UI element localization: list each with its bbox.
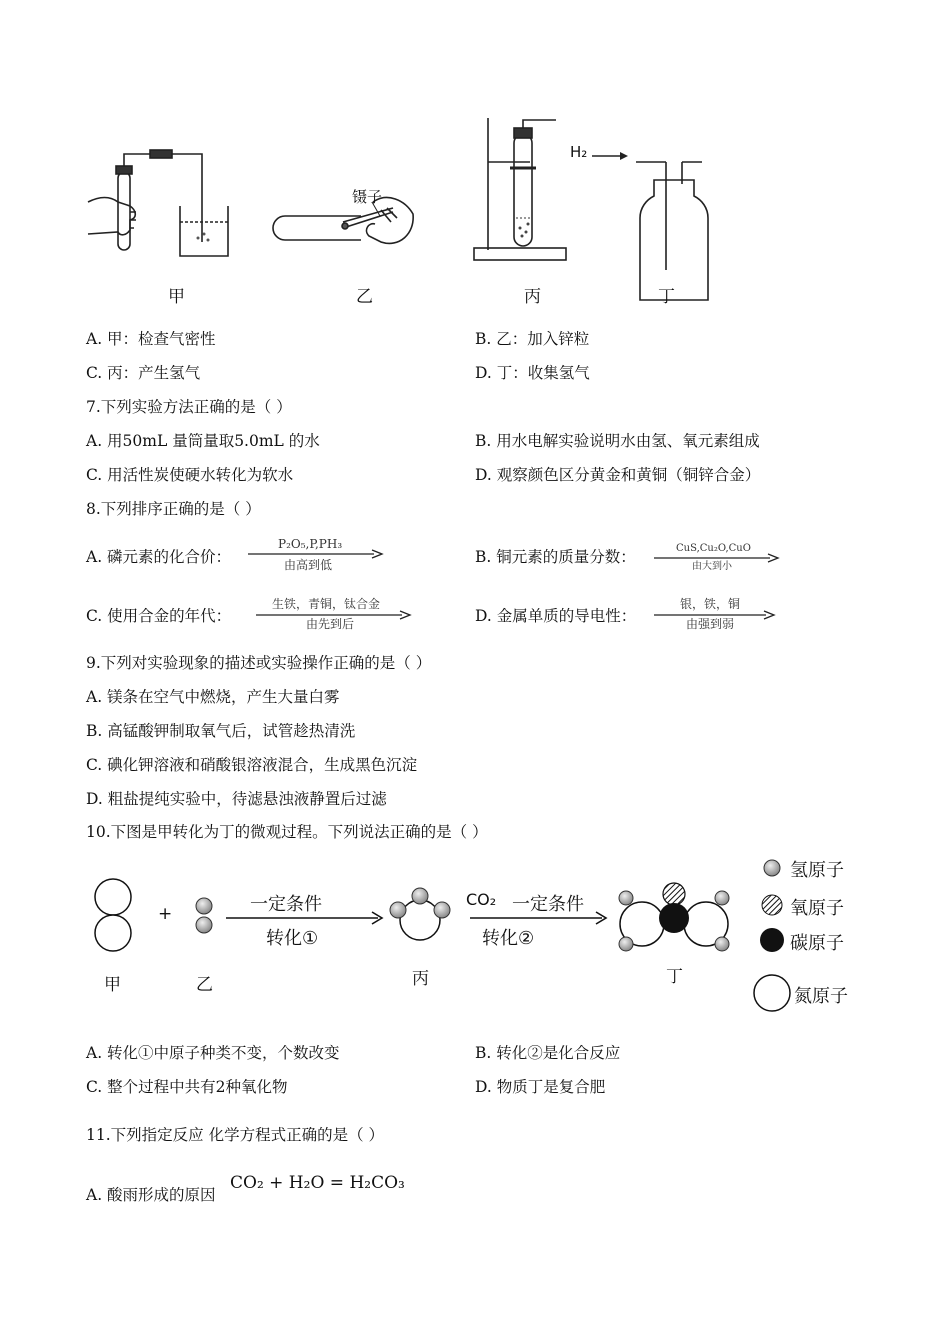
molecule-yi: [196, 898, 212, 933]
step2-condition: 一定条件: [512, 894, 584, 915]
fig-label-jia: 甲: [168, 287, 185, 307]
q8-option-b-below: 由大到小: [692, 561, 732, 572]
q9-option-d: D. 粗盐提纯实验中，待滤悬浊液静置后过滤: [86, 790, 387, 808]
q10-option-b: B. 转化②是化合反应: [475, 1044, 621, 1062]
q10-diagram: [86, 850, 866, 1020]
q6-option-b: B. 乙：加入锌粒: [475, 330, 590, 348]
molecule-jia: [95, 879, 131, 951]
q8-option-c-above: 生铁，青铜，钛合金: [272, 597, 381, 611]
q8-option-d-below: 由强到弱: [686, 617, 735, 631]
q8-option-b-above: CuS,Cu₂O,CuO: [676, 543, 751, 554]
q7-option-c: C. 用活性炭使硬水转化为软水: [86, 466, 294, 484]
legend-nitrogen: 氮原子: [794, 986, 848, 1007]
gas-collecting-bottle-drawing: [632, 150, 722, 300]
q9-stem: 9.下列对实验现象的描述或实验操作正确的是（ ）: [86, 654, 432, 672]
airtightness-apparatus-drawing: [80, 110, 240, 270]
h2-label: H₂: [570, 143, 588, 161]
q8-option-a-above: P₂O₅,P,PH₃: [278, 537, 343, 551]
q11-option-a-prefix: A. 酸雨形成的原因: [86, 1186, 216, 1204]
q10-option-c: C. 整个过程中共有2种氧化物: [86, 1078, 288, 1096]
diagram-label-ding: 丁: [666, 967, 683, 987]
q9-option-c: C. 碘化钾溶液和硝酸银溶液混合，生成黑色沉淀: [86, 756, 418, 774]
plus-sign: +: [158, 904, 173, 924]
tweezers-pointer: [370, 202, 390, 222]
q6-option-a: A. 甲：检查气密性: [86, 330, 216, 348]
fig-label-ding: 丁: [658, 287, 675, 307]
diagram-label-jia: 甲: [104, 975, 121, 995]
q8-option-a-prefix: A. 磷元素的化合价：: [86, 548, 232, 566]
q9-option-b: B. 高锰酸钾制取氧气后，试管趁热清洗: [86, 722, 356, 740]
q7-stem: 7.下列实验方法正确的是（ ）: [86, 398, 292, 416]
molecule-ding: [619, 883, 729, 951]
q7-option-a: A. 用50mL 量筒量取5.0mL 的水: [86, 432, 320, 450]
q9-option-a: A. 镁条在空气中燃烧，产生大量白雾: [86, 688, 340, 706]
legend-hydrogen: 氢原子: [790, 860, 844, 881]
q10-option-a: A. 转化①中原子种类不变，个数改变: [86, 1044, 340, 1062]
q11-option-a-equation: CO₂ + H₂O = H₂CO₃: [230, 1173, 405, 1193]
diagram-label-yi: 乙: [196, 975, 213, 995]
q8-option-b-prefix: B. 铜元素的质量分数：: [475, 548, 636, 566]
fig-label-bing: 丙: [524, 287, 541, 307]
q10-option-d: D. 物质丁是复合肥: [475, 1078, 606, 1096]
q7-option-d: D. 观察颜色区分黄金和黄铜（铜锌合金）: [475, 466, 761, 484]
step1-label: 转化①: [266, 928, 319, 949]
q8-option-d-prefix: D. 金属单质的导电性：: [475, 607, 637, 625]
h2-arrow: [592, 150, 632, 162]
step2-label: 转化②: [482, 928, 535, 949]
q8-stem: 8.下列排序正确的是（ ）: [86, 500, 261, 518]
step1-condition: 一定条件: [250, 894, 322, 915]
legend-symbols: [754, 860, 790, 1011]
q8-option-d-above: 银，铁，铜: [680, 597, 741, 611]
diagram-label-bing: 丙: [412, 969, 429, 989]
hydrogen-generator-drawing: [470, 110, 580, 280]
tweezers-label: 镊子: [352, 188, 383, 206]
q8-option-a-below: 由高到低: [284, 558, 333, 572]
q11-stem: 11.下列指定反应 化学方程式正确的是（ ）: [86, 1126, 385, 1144]
legend-carbon: 碳原子: [790, 933, 844, 954]
q6-option-d: D. 丁：收集氢气: [475, 364, 590, 382]
molecule-bing: [390, 888, 450, 940]
fig-label-yi: 乙: [356, 287, 373, 307]
legend-oxygen: 氧原子: [790, 898, 844, 919]
q7-option-b: B. 用水电解实验说明水由氢、氧元素组成: [475, 432, 760, 450]
q10-stem: 10.下图是甲转化为丁的微观过程。下列说法正确的是（ ）: [86, 823, 488, 841]
q8-option-c-prefix: C. 使用合金的年代：: [86, 607, 232, 625]
q6-figure: [80, 110, 720, 310]
tweezers-adding-zinc-drawing: [265, 110, 425, 270]
q6-option-c: C. 丙：产生氢气: [86, 364, 201, 382]
step2-reagent: CO₂: [466, 890, 497, 909]
q8-option-c-below: 由先到后: [306, 617, 355, 631]
